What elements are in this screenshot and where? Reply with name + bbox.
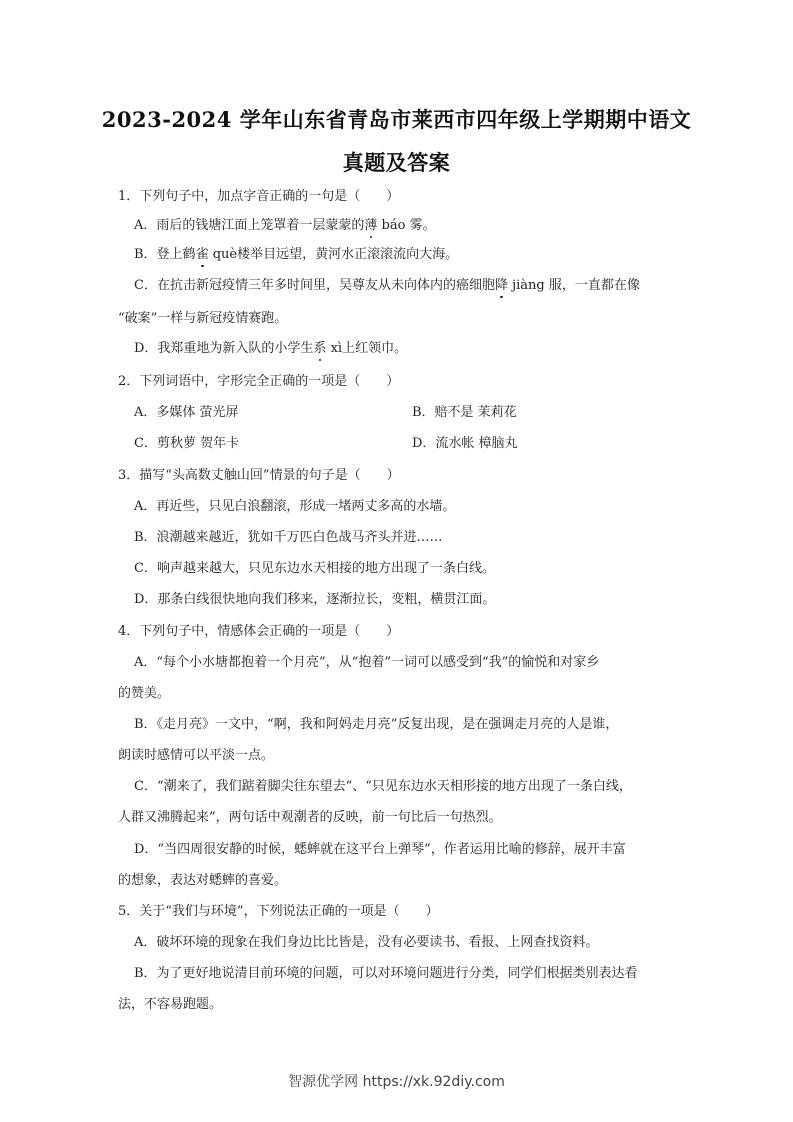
question-4-option-b: B．《走月亮》一文中，“啊，我和阿妈走月亮”反复出现，是在强调走月亮的人是谁， (134, 717, 619, 732)
question-5-option-b: B．为了更好地说清目前环境的问题，可以对环境问题进行分类，同学们根据类别表达看 (134, 966, 638, 981)
question-2-option-a: A．多媒体 萤光屏 (134, 405, 239, 420)
emphasis-dot-char: 降 (494, 278, 508, 293)
emphasis-dot-char: 系 (313, 341, 327, 356)
question-1-option-b: B．登上鹤雀 què楼举目远望，黄河水正滚滚流向大海。 (134, 247, 459, 262)
question-2-stem: 2．下列词语中，字形完全正确的一项是（ ） (118, 374, 400, 389)
question-4-option-a: A．“每个小水塘都抱着一个月亮”，从“抱着”一词可以感受到“我”的愉悦和对家乡 (134, 655, 600, 670)
question-3-option-b: B．浪潮越来越近，犹如千万匹白色战马齐头并进…… (134, 530, 443, 545)
question-4-option-d: D．“当四周很安静的时候，蟋蟀就在这平台上弹琴”，作者运用比喻的修辞，展开丰富 (134, 842, 626, 857)
question-3-stem: 3．描写“头高数丈触山回”情景的句子是（ ） (118, 468, 400, 483)
question-2-option-c: C．剪秋萝 贺年卡 (134, 436, 240, 451)
question-1-option-d: D．我郑重地为新入队的小学生系 xì上红领巾。 (134, 341, 408, 356)
question-2-option-b: B．赔不是 茉莉花 (412, 405, 517, 420)
emphasis-dot-char: 雀 (195, 247, 209, 262)
question-4-option-b-continued: 朗读时感情可以平淡一点。 (118, 748, 275, 763)
question-5-option-a: A．破坏环境的现象在我们身边比比皆是，没有必要读书、看报、上网查找资料。 (134, 935, 599, 950)
question-4-option-c: C．“潮来了，我们踮着脚尖往东望去“、“只见东边水天相形接的地方出现了一条白线， (134, 779, 632, 794)
question-3-option-a: A．再近些，只见白浪翻滚，形成一堵两丈多高的水墙。 (134, 499, 456, 514)
question-3-option-d: D．那条白线很快地向我们移来，逐渐拉长，变粗，横贯江面。 (134, 592, 496, 607)
question-1-option-c-continued: “破案”一样与新冠疫情赛跑。 (118, 311, 288, 326)
question-5-stem: 5．关于“我们与环境”，下列说法正确的一项是（ ） (118, 904, 439, 919)
document-title-line-2: 真题及答案 (342, 150, 451, 175)
question-1-option-a: A．雨后的钱塘江面上笼罩着一层蒙蒙的薄 báo 雾。 (134, 218, 436, 233)
watermark-footer: 智源优学网 https://xk.92diy.com (288, 1074, 505, 1090)
question-4-option-a-continued: 的赞美。 (118, 686, 171, 701)
question-4-stem: 4．下列句子中，情感体会正确的一项是（ ） (118, 624, 400, 639)
question-3-option-c: C．响声越来越大，只见东边水天相接的地方出现了一条白线。 (134, 561, 495, 576)
question-5-option-b-continued: 法，不容易跑题。 (118, 997, 223, 1012)
emphasis-dot-char: 薄 (364, 218, 378, 233)
question-2-option-d: D．流水帐 樟脑丸 (412, 436, 518, 451)
document-title-line-1: 2023-2024 学年山东省青岛市莱西市四年级上学期期中语文 (101, 107, 692, 132)
question-1-option-c: C．在抗击新冠疫情三年多时间里，吴尊友从未向体内的癌细胞降 jiàng 服，一直都在像 (134, 278, 640, 293)
question-4-option-d-continued: 的想象，表达对蟋蟀的喜爱。 (118, 873, 288, 888)
question-1-stem: 1．下列句子中，加点字音正确的一句是（ ） (118, 189, 400, 204)
question-4-option-c-continued: 人群又沸腾起来”，两句话中观潮者的反映，前一句比后一句热烈。 (118, 810, 502, 825)
